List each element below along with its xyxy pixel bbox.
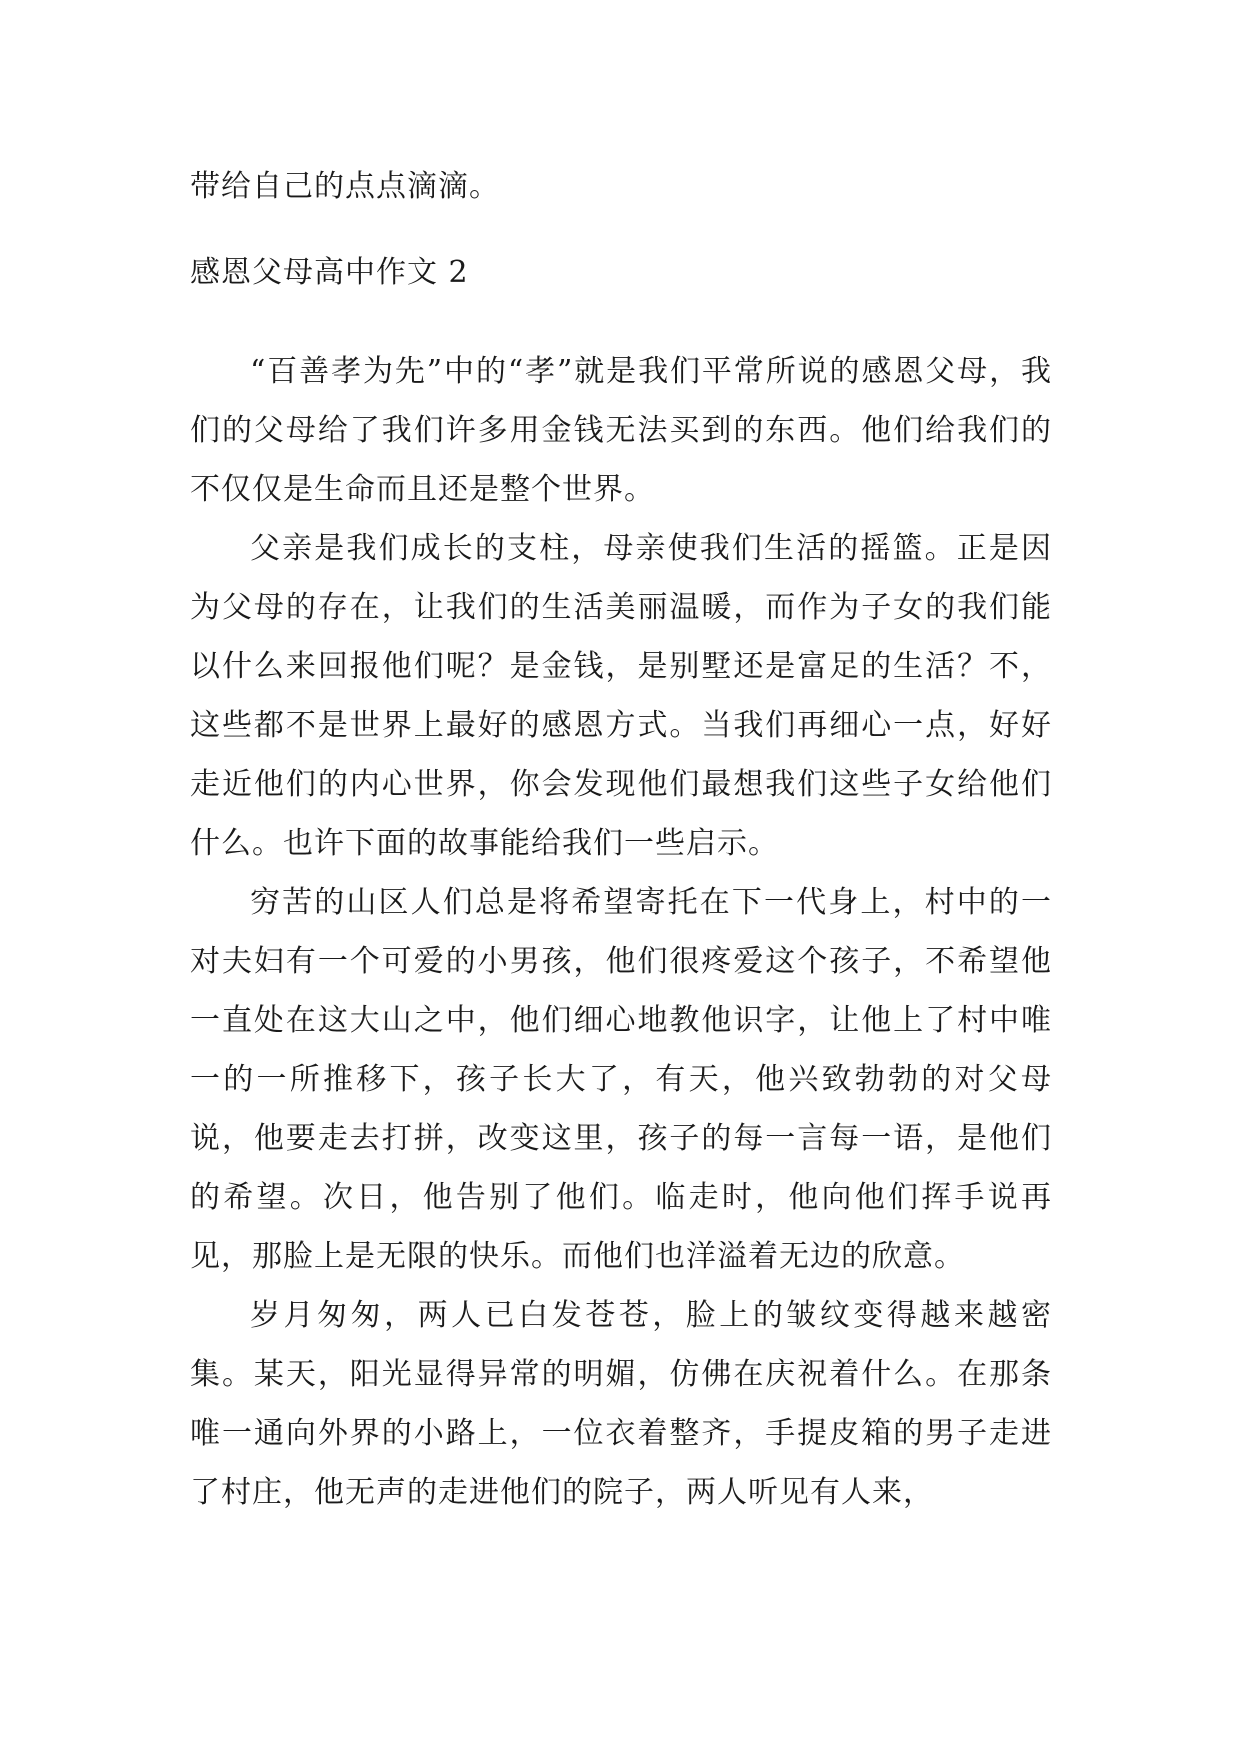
paragraph: 穷苦的山区人们总是将希望寄托在下一代身上，村中的一对夫妇有一个可爱的小男孩，他们很疼爱这个孩子，不希望他一直处在这大山之中，他们细心地教他识字，让他上了村中唯一的一所推移下，孩子长大了，有天，他兴致勃勃的对父母说，他要走去打拼，改变这里，孩子的每一言每一语，是他们的希望。次日，他告别了他们。临走时，他向他们挥手说再见，那脸上是无限的快乐。而他们也洋溢着无边的欣意。 <box>190 885 1052 1274</box>
section-title: 感恩父母高中作文 2 <box>190 255 469 290</box>
essay-body <box>190 342 1052 1522</box>
paragraph: “百善孝为先”中的“孝”就是我们平常所说的感恩父母，我们的父母给了我们许多用金钱无法买到的东西。他们给我们的不仅仅是生命而且还是整个世界。 <box>190 354 1052 507</box>
paragraph: 岁月匆匆，两人已白发苍苍，脸上的皱纹变得越来越密集。某天，阳光显得异常的明媚，仿佛在庆祝着什么。在那条唯一通向外界的小路上，一位衣着整齐，手提皮箱的男子走进了村庄，他无声的走进他们的院子，两人听见有人来， <box>190 1298 1052 1510</box>
carryover-text: 带给自己的点点滴滴。 <box>190 169 500 204</box>
paragraph: 父亲是我们成长的支柱，母亲使我们生活的摇篮。正是因为父母的存在，让我们的生活美丽温暖，而作为子女的我们能以什么来回报他们呢？是金钱，是别墅还是富足的生活？不，这些都不是世界上最好的感恩方式。当我们再细心一点，好好走近他们的内心世界，你会发现他们最想我们这些子女给他们什么。也许下面的故事能给我们一些启示。 <box>190 531 1052 861</box>
